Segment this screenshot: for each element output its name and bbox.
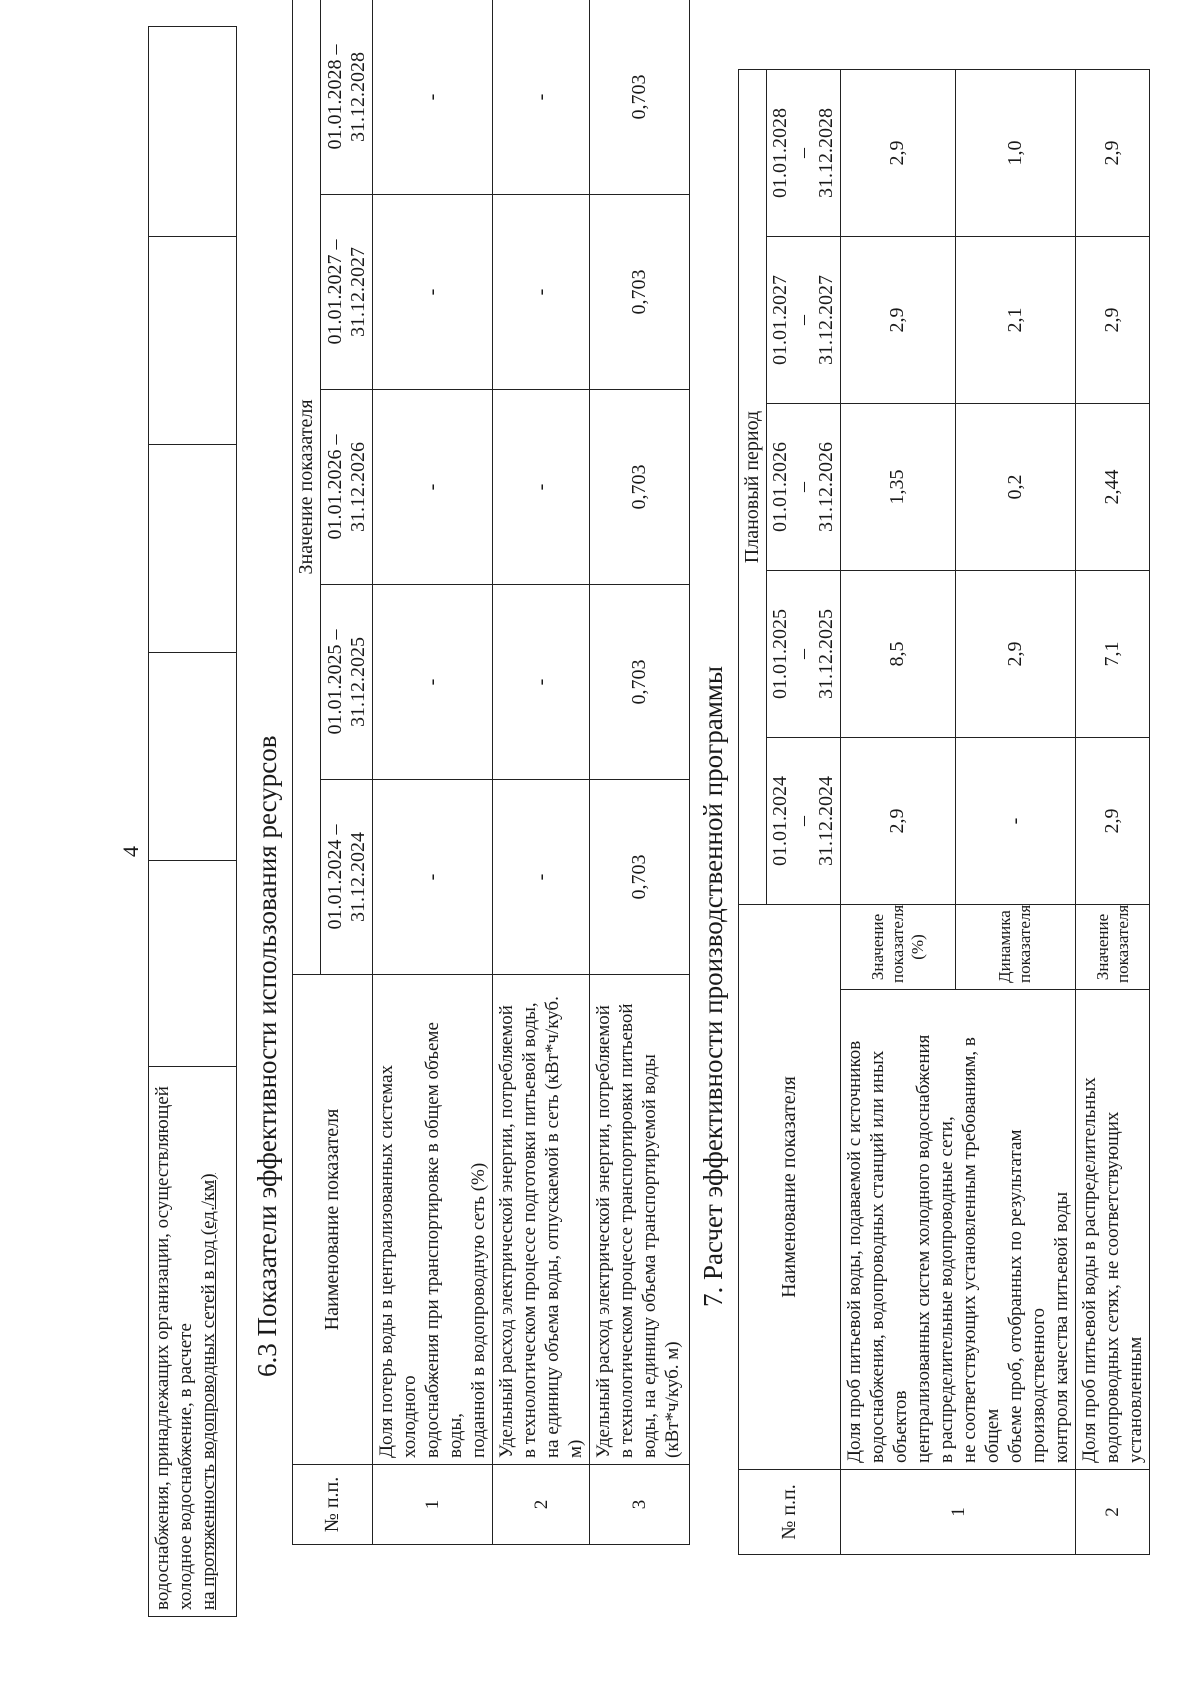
value-cell: 2,9 bbox=[841, 738, 956, 905]
value-cell: - bbox=[493, 390, 590, 585]
empty-cell bbox=[149, 445, 237, 653]
top-text-line: холодное водоснабжение, в расчете bbox=[175, 1323, 196, 1610]
period-start: 01.01.2024 bbox=[769, 776, 791, 866]
value-cell: 1,35 bbox=[841, 404, 956, 571]
value-cell: - bbox=[373, 780, 493, 975]
row-num: 3 bbox=[590, 1465, 690, 1545]
period-header: 01.01.2025 – 31.12.2025 bbox=[321, 585, 373, 780]
row-name-line: воды, на единицу объема транспортируемой воды bbox=[639, 1054, 660, 1458]
period-start: 01.01.2026 bbox=[769, 442, 791, 532]
value-cell: - bbox=[373, 585, 493, 780]
sub-label-value: Значение показателя bbox=[1076, 905, 1150, 990]
value-cell: 0,703 bbox=[590, 390, 690, 585]
sub-label-dynamics: Динамика показателя bbox=[955, 905, 1075, 990]
table-row bbox=[1076, 69, 1150, 1554]
value-cell: - bbox=[493, 0, 590, 195]
period-header bbox=[767, 404, 841, 571]
value-cell: 2,9 bbox=[841, 237, 956, 404]
row-name-line: объеме проб, отобранных по результатам производственного bbox=[1005, 1129, 1049, 1463]
row-num: 1 bbox=[373, 1465, 493, 1545]
col-header-plan: Плановый период bbox=[739, 69, 767, 904]
row-name-line: Доля проб питьевой воды в распределительных bbox=[1079, 1077, 1100, 1463]
value-cell: 2,9 bbox=[955, 571, 1075, 738]
row-name-line: контроля качества питьевой воды bbox=[1051, 1191, 1072, 1463]
period-dash: – bbox=[792, 148, 814, 158]
period-end: 31.12.2024 bbox=[815, 776, 837, 866]
top-text-line: водоснабжения, принадлежащих организации, осуществляющей bbox=[152, 1086, 173, 1610]
row-name-line: централизованных систем холодного водоснабжения bbox=[913, 1034, 934, 1463]
value-cell: 2,9 bbox=[841, 69, 956, 236]
resource-efficiency-table bbox=[292, 0, 690, 1545]
col-header-num: № п.п. bbox=[739, 1470, 841, 1555]
row-name bbox=[373, 975, 493, 1465]
value-cell: 7,1 bbox=[1076, 571, 1150, 738]
value-cell: - bbox=[373, 0, 493, 195]
period-end: 31.12.2028 bbox=[815, 108, 837, 198]
table-row bbox=[493, 0, 590, 1545]
row-name-line: поданной в водопроводную сеть (%) bbox=[468, 1162, 489, 1458]
value-cell: - bbox=[373, 390, 493, 585]
row-name-line: в распределительные водопроводные сети, bbox=[936, 1116, 957, 1463]
period-header bbox=[767, 738, 841, 905]
period-dash: – bbox=[792, 315, 814, 325]
period-header bbox=[767, 69, 841, 236]
row-name bbox=[590, 975, 690, 1465]
period-end: 31.12.2026 bbox=[815, 442, 837, 532]
program-efficiency-table bbox=[738, 69, 1150, 1555]
period-start: 01.01.2028 bbox=[769, 108, 791, 198]
period-end: 31.12.2027 bbox=[815, 275, 837, 365]
top-text-line: на протяженность водопроводных сетей в год (ед./км) bbox=[198, 1173, 219, 1610]
period-start: 01.01.2027 bbox=[769, 275, 791, 365]
top-continuation-table bbox=[148, 26, 237, 1617]
row-name-line: водоснабжения, водопроводных станций или иных объектов bbox=[867, 1050, 911, 1463]
row-name-line: не соответствующих установленным требованиям, в общем bbox=[959, 1037, 1003, 1463]
table-row bbox=[841, 69, 956, 1554]
value-cell: 0,703 bbox=[590, 780, 690, 975]
value-cell: 0,703 bbox=[590, 195, 690, 390]
col-header-num: № п.п. bbox=[293, 1465, 373, 1545]
value-cell: 2,9 bbox=[1076, 69, 1150, 236]
top-table-text-cell bbox=[149, 1067, 237, 1617]
period-start: 01.01.2025 bbox=[769, 609, 791, 699]
period-header: 01.01.2024 – 31.12.2024 bbox=[321, 780, 373, 975]
value-cell: - bbox=[493, 195, 590, 390]
col-header-name: Наименование показателя bbox=[739, 905, 841, 1470]
value-cell: 2,9 bbox=[1076, 237, 1150, 404]
period-header: 01.01.2028 – 31.12.2028 bbox=[321, 0, 373, 195]
period-end: 31.12.2025 bbox=[815, 609, 837, 699]
value-cell: 0,2 bbox=[955, 404, 1075, 571]
empty-cell bbox=[149, 237, 237, 445]
empty-cell bbox=[149, 653, 237, 861]
table-row bbox=[590, 0, 690, 1545]
empty-cell bbox=[149, 27, 237, 237]
value-cell: 8,5 bbox=[841, 571, 956, 738]
section-7-heading: 7. Расчет эффективности производственной программы bbox=[698, 665, 728, 1307]
row-num: 1 bbox=[841, 1470, 1076, 1555]
value-cell: 0,703 bbox=[590, 585, 690, 780]
row-name-line: водоснабжения при транспортировке в общем объеме воды, bbox=[422, 1022, 466, 1458]
row-name-line: на единицу объема воды, отпускаемой в сеть (кВт*ч/куб. м) bbox=[542, 996, 586, 1458]
period-dash: – bbox=[792, 482, 814, 492]
value-cell: - bbox=[955, 738, 1075, 905]
page-number: 4 bbox=[118, 846, 143, 857]
row-name-line: Удельный расход электрической энергии, потребляемой bbox=[496, 1005, 517, 1458]
row-num: 2 bbox=[493, 1465, 590, 1545]
value-cell: 0,703 bbox=[590, 0, 690, 195]
value-cell: - bbox=[493, 780, 590, 975]
value-cell: 2,44 bbox=[1076, 404, 1150, 571]
row-name bbox=[493, 975, 590, 1465]
period-header bbox=[767, 237, 841, 404]
value-cell: 1,0 bbox=[955, 69, 1075, 236]
period-dash: – bbox=[792, 649, 814, 659]
row-name bbox=[841, 990, 1076, 1470]
period-header bbox=[767, 571, 841, 738]
row-name-line: Доля потерь воды в централизованных системах холодного bbox=[376, 1065, 420, 1458]
section-63-heading: 6.3 Показатели эффективности использования ресурсов bbox=[252, 735, 282, 1377]
row-name-line: Удельный расход электрической энергии, потребляемой bbox=[593, 1005, 614, 1458]
row-name-line: (кВт*ч/куб. м) bbox=[662, 1341, 683, 1458]
value-cell: - bbox=[493, 585, 590, 780]
period-header: 01.01.2026 – 31.12.2026 bbox=[321, 390, 373, 585]
row-name-line: в технологическом процессе транспортировки питьевой bbox=[616, 1003, 637, 1458]
value-cell: - bbox=[373, 195, 493, 390]
row-name-line: в технологическом процессе подготовки питьевой воды, bbox=[519, 1002, 540, 1458]
sub-label-value: Значение показателя (%) bbox=[841, 905, 956, 990]
value-cell: 2,9 bbox=[1076, 738, 1150, 905]
empty-cell bbox=[149, 861, 237, 1067]
period-header: 01.01.2027 – 31.12.2027 bbox=[321, 195, 373, 390]
row-name-line: Доля проб питьевой воды, подаваемой с источников bbox=[844, 1040, 865, 1463]
row-name-line: водопроводных сетях, не соответствующих установленным bbox=[1102, 1111, 1146, 1463]
col-header-value: Значение показателя bbox=[293, 0, 321, 975]
table-row bbox=[373, 0, 493, 1545]
value-cell: 2,1 bbox=[955, 237, 1075, 404]
period-dash: – bbox=[792, 816, 814, 826]
row-num: 2 bbox=[1076, 1470, 1150, 1555]
row-name bbox=[1076, 990, 1150, 1470]
col-header-name: Наименование показателя bbox=[293, 975, 373, 1465]
